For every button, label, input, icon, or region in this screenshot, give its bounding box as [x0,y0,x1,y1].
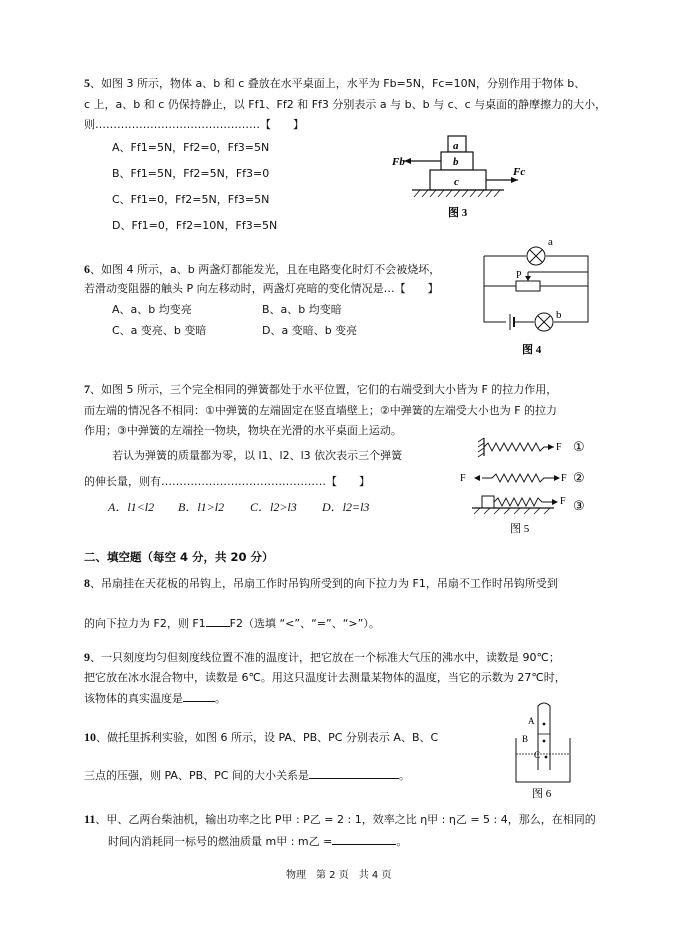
q7-number: 7 [84,382,90,396]
q8-text1: 、吊扇挂在天花板的吊钩上，吊扇工作时吊钩所受到的向下拉力为 F1，吊扇不工作时吊钩所受到 [90,577,558,590]
spring-1-f: F [556,442,562,453]
q10-answer-blank[interactable] [309,766,399,779]
q11-answer-blank[interactable] [332,832,396,845]
label-a: a [453,140,459,152]
q5-option-b: B、Ff1=5N，Ff2=5N，Ff3=0 [112,167,270,180]
q6-line1 [84,262,440,277]
section-2-title: 二、填空题（每空 4 分，共 20 分） [84,550,274,564]
figure-5 [458,434,598,538]
figure-6 [514,700,574,800]
rheostat [516,281,540,291]
label-b: b [453,156,459,168]
q10-text2b: 。 [398,769,410,782]
spring-1 [484,443,554,451]
q6-option-d: D、a 变暗、b 变亮 [262,324,358,337]
spring-2-num: ② [573,470,585,485]
q11-line1 [84,812,596,827]
ground-hatch [414,190,500,197]
q5-line3: 则………………………………………【 】 [84,118,304,131]
figure-6-caption: 图 6 [532,788,552,800]
q11-text1: 、甲、乙两台柴油机，输出功率之比 P甲 : P乙 = 2 : 1，效率之比 η甲 : η乙 = 5 : 4，那么，在相同的 [95,813,596,826]
q7-option-a: A．l1<l2 [108,500,155,514]
q11-text2a: 时间内消耗同一标号的燃油质量 m甲 : m乙 = [108,835,333,848]
figure-4 [476,236,596,360]
force-fb-label: Fb [392,156,405,168]
q10-line1 [84,730,438,745]
q8-text2b: F2（选填 “<”、“=”、“>”）。 [229,617,380,630]
q11-number: 11 [84,812,96,826]
q8-line1 [84,576,558,591]
point-c: C [534,750,541,760]
page-footer: 物理 第 2 页 共 4 页 [286,870,392,881]
block-3 [482,496,494,508]
q6-number: 6 [84,262,90,276]
q8-answer-blank[interactable] [206,614,230,627]
q9-answer-blank[interactable] [183,689,215,702]
q5-number: 5 [84,76,90,90]
q5-option-c: C、Ff1=0，Ff2=5N，Ff3=5N [112,193,270,206]
lamp-b-label: b [556,309,562,321]
q7-line5: 的伸长量，则有………………………………………【 】 [84,475,370,488]
q8-number: 8 [84,576,90,590]
q9-line3 [84,689,226,706]
q7-option-c: C．l2>l3 [250,500,297,514]
q8-text2a: 的向下拉力为 F2，则 F1 [84,617,206,630]
spring-2-f-right: F [561,473,567,484]
q5-line2: c 上，a、b 和 c 仍保持静止，以 Ff1、Ff2 和 Ff3 分别表示 a 与 b、b 与 c、c 与桌面的静摩擦力的大小， [84,98,607,111]
lamp-a-label: a [548,236,553,248]
q7-text1: 、如图 5 所示，三个完全相同的弹簧都处于水平位置，它们的右端受到大小皆为 F 的拉力作用， [90,383,558,396]
q6-option-b: B、a、b 均变暗 [262,303,342,316]
q10-number: 10 [84,730,96,744]
point-b: B [522,734,529,744]
q6-text1: 、如图 4 所示，a、b 两盏灯都能发光，且在电路变化时灯不会被烧坏， [90,263,441,276]
q11-text2b: 。 [396,835,408,848]
q5-text1: 、如图 3 所示，物体 a、b 和 c 叠放在水平桌面上，水平为 Fb=5N，Fc=10N，分别作用于物体 b、 [90,77,586,90]
q5-line1 [84,76,585,91]
figure-4-caption: 图 4 [522,344,542,356]
q7-line1 [84,382,557,397]
q7-line3: 作用；③中弹簧的左端拴一物块，物块在光滑的水平桌面上运动。 [84,424,402,437]
q9-number: 9 [84,650,90,664]
label-c: c [454,176,459,188]
spring-1-num: ① [573,439,585,454]
q10-text1: 、做托里拆利实验，如图 6 所示，设 PA、PB、PC 分别表示 A、B、C [96,731,439,744]
q10-line2 [84,766,410,783]
q11-line2 [108,832,407,849]
spring-3-f: F [560,496,566,507]
spring-2 [482,474,554,482]
basin [516,738,570,782]
q10-text2a: 三点的压强，则 PA、PB、PC 间的大小关系是 [84,769,309,782]
q6-line2: 若滑动变阻器的触头 P 向左移动时，两盏灯亮暗的变化情况是…【 】 [84,282,439,295]
q6-option-c: C、a 变亮、b 变暗 [112,324,207,337]
force-fc-label: Fc [513,166,526,178]
slider-p-label: P [516,270,522,281]
q8-line2 [84,614,380,631]
q5-option-d: D、Ff1=0，Ff2=10N，Ff3=5N [112,219,278,232]
spring-2-f-left: F [460,473,466,484]
q5-option-a: A、Ff1=5N，Ff2=0，Ff3=5N [112,141,270,154]
figure-3-caption: 图 3 [448,207,468,219]
q9-line2: 把它放在冰水混合物中，读数是 6℃。用这只温度计去测量某物体的温度，当它的示数为 27℃时， [84,671,566,684]
q7-option-d: D．l2=l3 [322,500,370,514]
figure-3 [392,132,532,227]
q7-line4: 若认为弹簧的质量都为零，以 l1、l2、l3 依次表示三个弹簧 [112,449,403,462]
q7-line2: 而左端的情况各不相同：①中弹簧的左端固定在竖直墙壁上；②中弹簧的左端受大小也为 F 的拉力 [84,404,558,417]
spring-3-num: ③ [573,498,585,513]
q9-line1 [84,650,560,665]
q9-text3a: 该物体的真实温度是 [84,692,183,705]
q7-option-b: B．l1>l2 [178,500,225,514]
figure-5-caption: 图 5 [510,523,530,535]
spring-3 [494,498,554,506]
q9-text3b: 。 [215,692,226,705]
q6-option-a: A、a、b 均变亮 [112,303,192,316]
q9-text1: 、一只刻度均匀但刻度线位置不准的温度计，把它放在一个标准大气压的沸水中，读数是 90℃； [90,651,560,664]
point-a: A [528,716,535,726]
